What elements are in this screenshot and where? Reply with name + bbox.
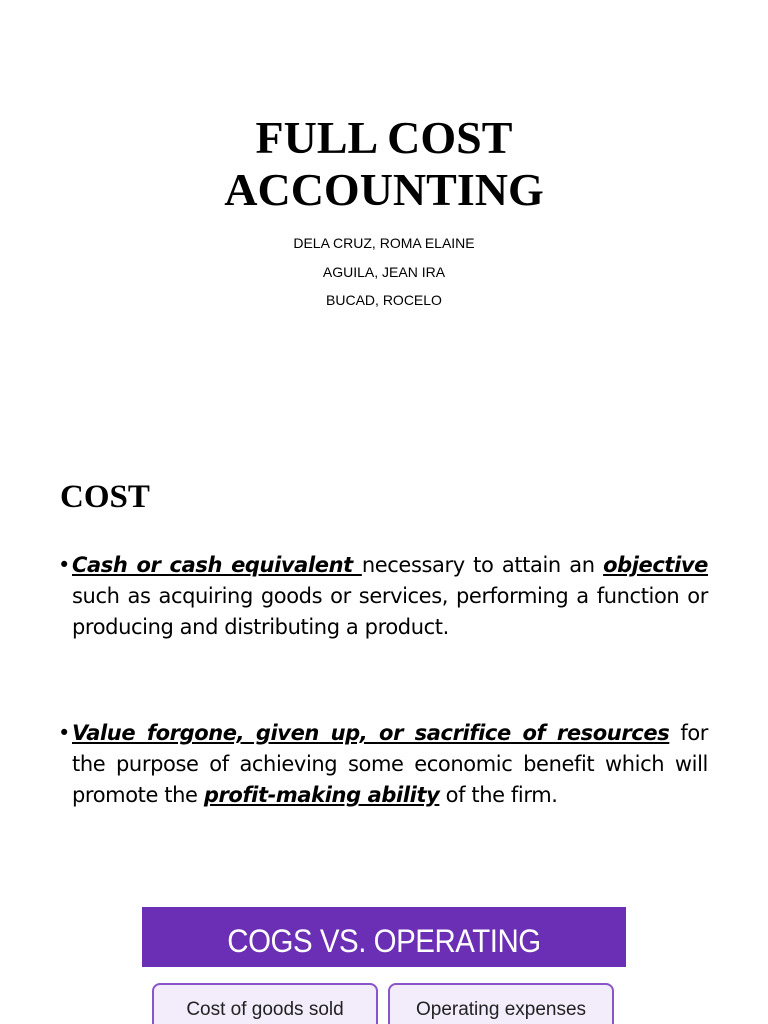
emphasis-term: Cash or cash equivalent [72,553,362,577]
bullet-marker: • [58,553,70,577]
emphasis-term: objective [603,553,708,577]
bullet-item [58,718,708,811]
author-name: BUCAD, ROCELO [326,292,442,308]
author-name: DELA CRUZ, ROMA ELAINE [293,235,475,251]
operating-expenses-box: Operating expenses [388,983,614,1024]
bullet-text [72,718,708,811]
bullet-text-segment: necessary to attain an [361,553,604,577]
infographic-body [142,967,626,1024]
cogs-box: Cost of goods sold [152,983,378,1024]
bullet-text-segment: for the purpose of achieving some economic benefit which will promote the [72,721,708,807]
emphasis-term: Value forgone, given up, or sacrifice of resources [72,721,670,745]
author-list [0,229,768,315]
bullet-text-segment: of the firm. [439,783,558,807]
slide-title [0,112,768,216]
bullet-text [72,550,708,643]
emphasis-term: profit-making ability [203,783,440,807]
bullet-item [58,550,708,643]
title-line-1: FULL COST [255,112,513,163]
bullet-text-segment: such as acquiring goods or services, performing a function or producing and distributing a product. [72,584,708,639]
title-line-2: ACCOUNTING [224,164,544,215]
cogs-infographic [142,907,626,1024]
bullet-marker: • [58,721,70,745]
section-heading: COST [60,479,150,515]
author-name: AGUILA, JEAN IRA [322,263,446,280]
infographic-header: COGS VS. OPERATING [227,923,541,959]
